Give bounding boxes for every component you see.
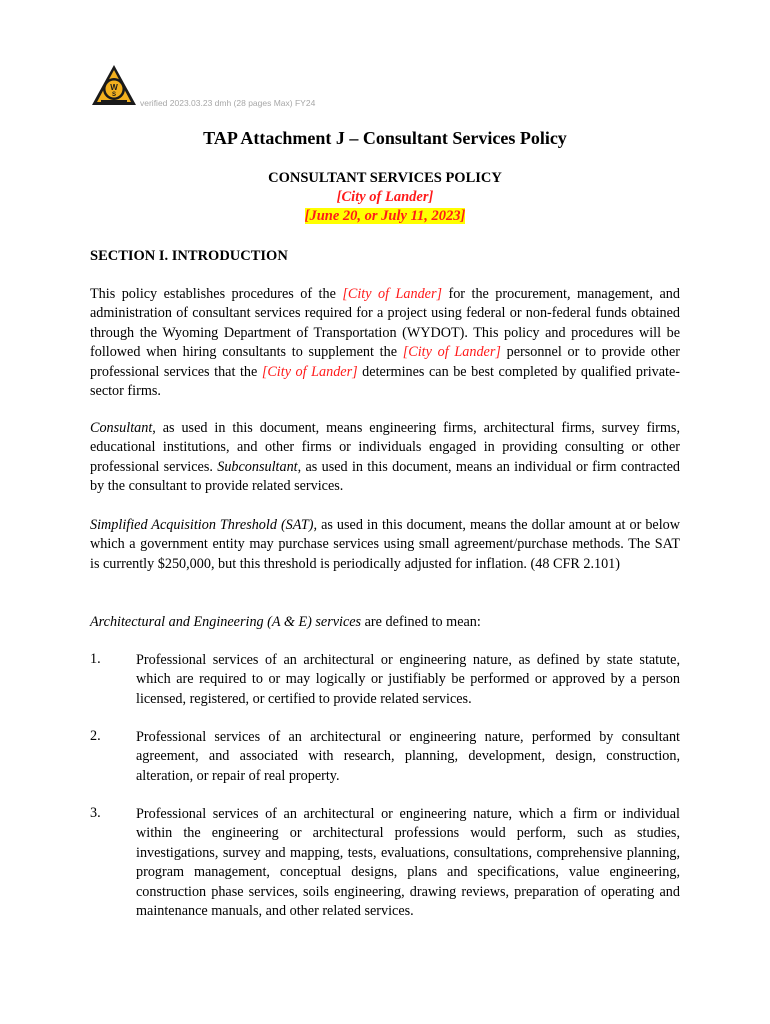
- wydot-logo-icon: [91, 64, 137, 106]
- ae-term: Architectural and Engineering (A & E) services: [90, 614, 362, 630]
- svg-text:S: S: [111, 92, 117, 98]
- city-reference: [City of Lander]: [402, 344, 501, 361]
- verified-note: verified 2023.03.23 dmh (28 pages Max) FY24: [140, 98, 316, 108]
- list-item-number: 1.: [90, 651, 101, 667]
- city-reference: [City of Lander]: [261, 363, 358, 380]
- city-reference: [City of Lander]: [342, 286, 443, 302]
- sat-term: Simplified Acquisition Threshold (SAT),: [90, 517, 318, 533]
- consultant-definition: Consultant, as used in this document, means engineering firms, architectural firms, survey firms, educational institutions, and other firms or individuals engaged in providing consulting or other professional services. Subconsultant, as used in this document, means an individual or firm contracted by the consultant to provide related services.: [90, 420, 680, 495]
- list-item: Professional services of an architectural or engineering nature, which a firm or individual within the engineering or architectural professions would perform, such as studies, investigations, survey and mapping, tests, evaluations, consultations, comprehensive planning, program management, conceptual designs, plans and specifications, value engineering, construction phase services, soils engineering, drawing reviews, preparation of operating and maintenance manuals, and other related services.: [136, 806, 680, 920]
- subconsultant-term: Subconsultant: [217, 458, 298, 475]
- date-heading: [0, 208, 770, 225]
- city-heading: [0, 189, 770, 206]
- policy-name: CONSULTANT SERVICES POLICY: [268, 170, 502, 186]
- policy-date: [June 20, or July 11, 2023]: [304, 208, 466, 224]
- list-item: Professional services of an architectural or engineering nature, as defined by state statute, which are required to or may logically or justifiably be performed or approved by a person licensed, registered, or certified to provide related services.: [136, 652, 680, 707]
- document-title: TAP Attachment J – Consultant Services Policy: [203, 128, 567, 148]
- svg-text:W: W: [110, 83, 118, 92]
- list-item-number: 3.: [90, 805, 101, 821]
- sat-definition: Simplified Acquisition Threshold (SAT), as used in this document, means the dollar amount at or below which a government entity may purchase services using small agreement/purchase methods. The SAT is currently $250,000, but this threshold is periodically adjusted for inflation. (48 CFR 2.101): [90, 517, 680, 572]
- ae-definition: Architectural and Engineering (A & E) services are defined to mean:: [90, 614, 481, 630]
- list-item: Professional services of an architectural or engineering nature, performed by consultant agreement, and associated with research, planning, development, design, construction, alteration, or repair of real property.: [136, 729, 680, 784]
- section-title: SECTION I. INTRODUCTION: [90, 248, 288, 264]
- list-item-number: 2.: [90, 728, 101, 744]
- consultant-term: Consultant: [90, 420, 153, 436]
- intro-paragraph: This policy establishes procedures of the [City of Lander] for the procurement, management, and administration of consultant services required for a project using federal or non-federal funds obtained through the Wyoming Department of Transportation (WYDOT). This policy and procedures will be followed when hiring consultants to supplement the [City of Lander] personnel or to provide other professional services that the [City of Lander] determines can be best completed by qualified private-sector firms.: [90, 286, 681, 400]
- city-name: [City of Lander]: [336, 189, 434, 205]
